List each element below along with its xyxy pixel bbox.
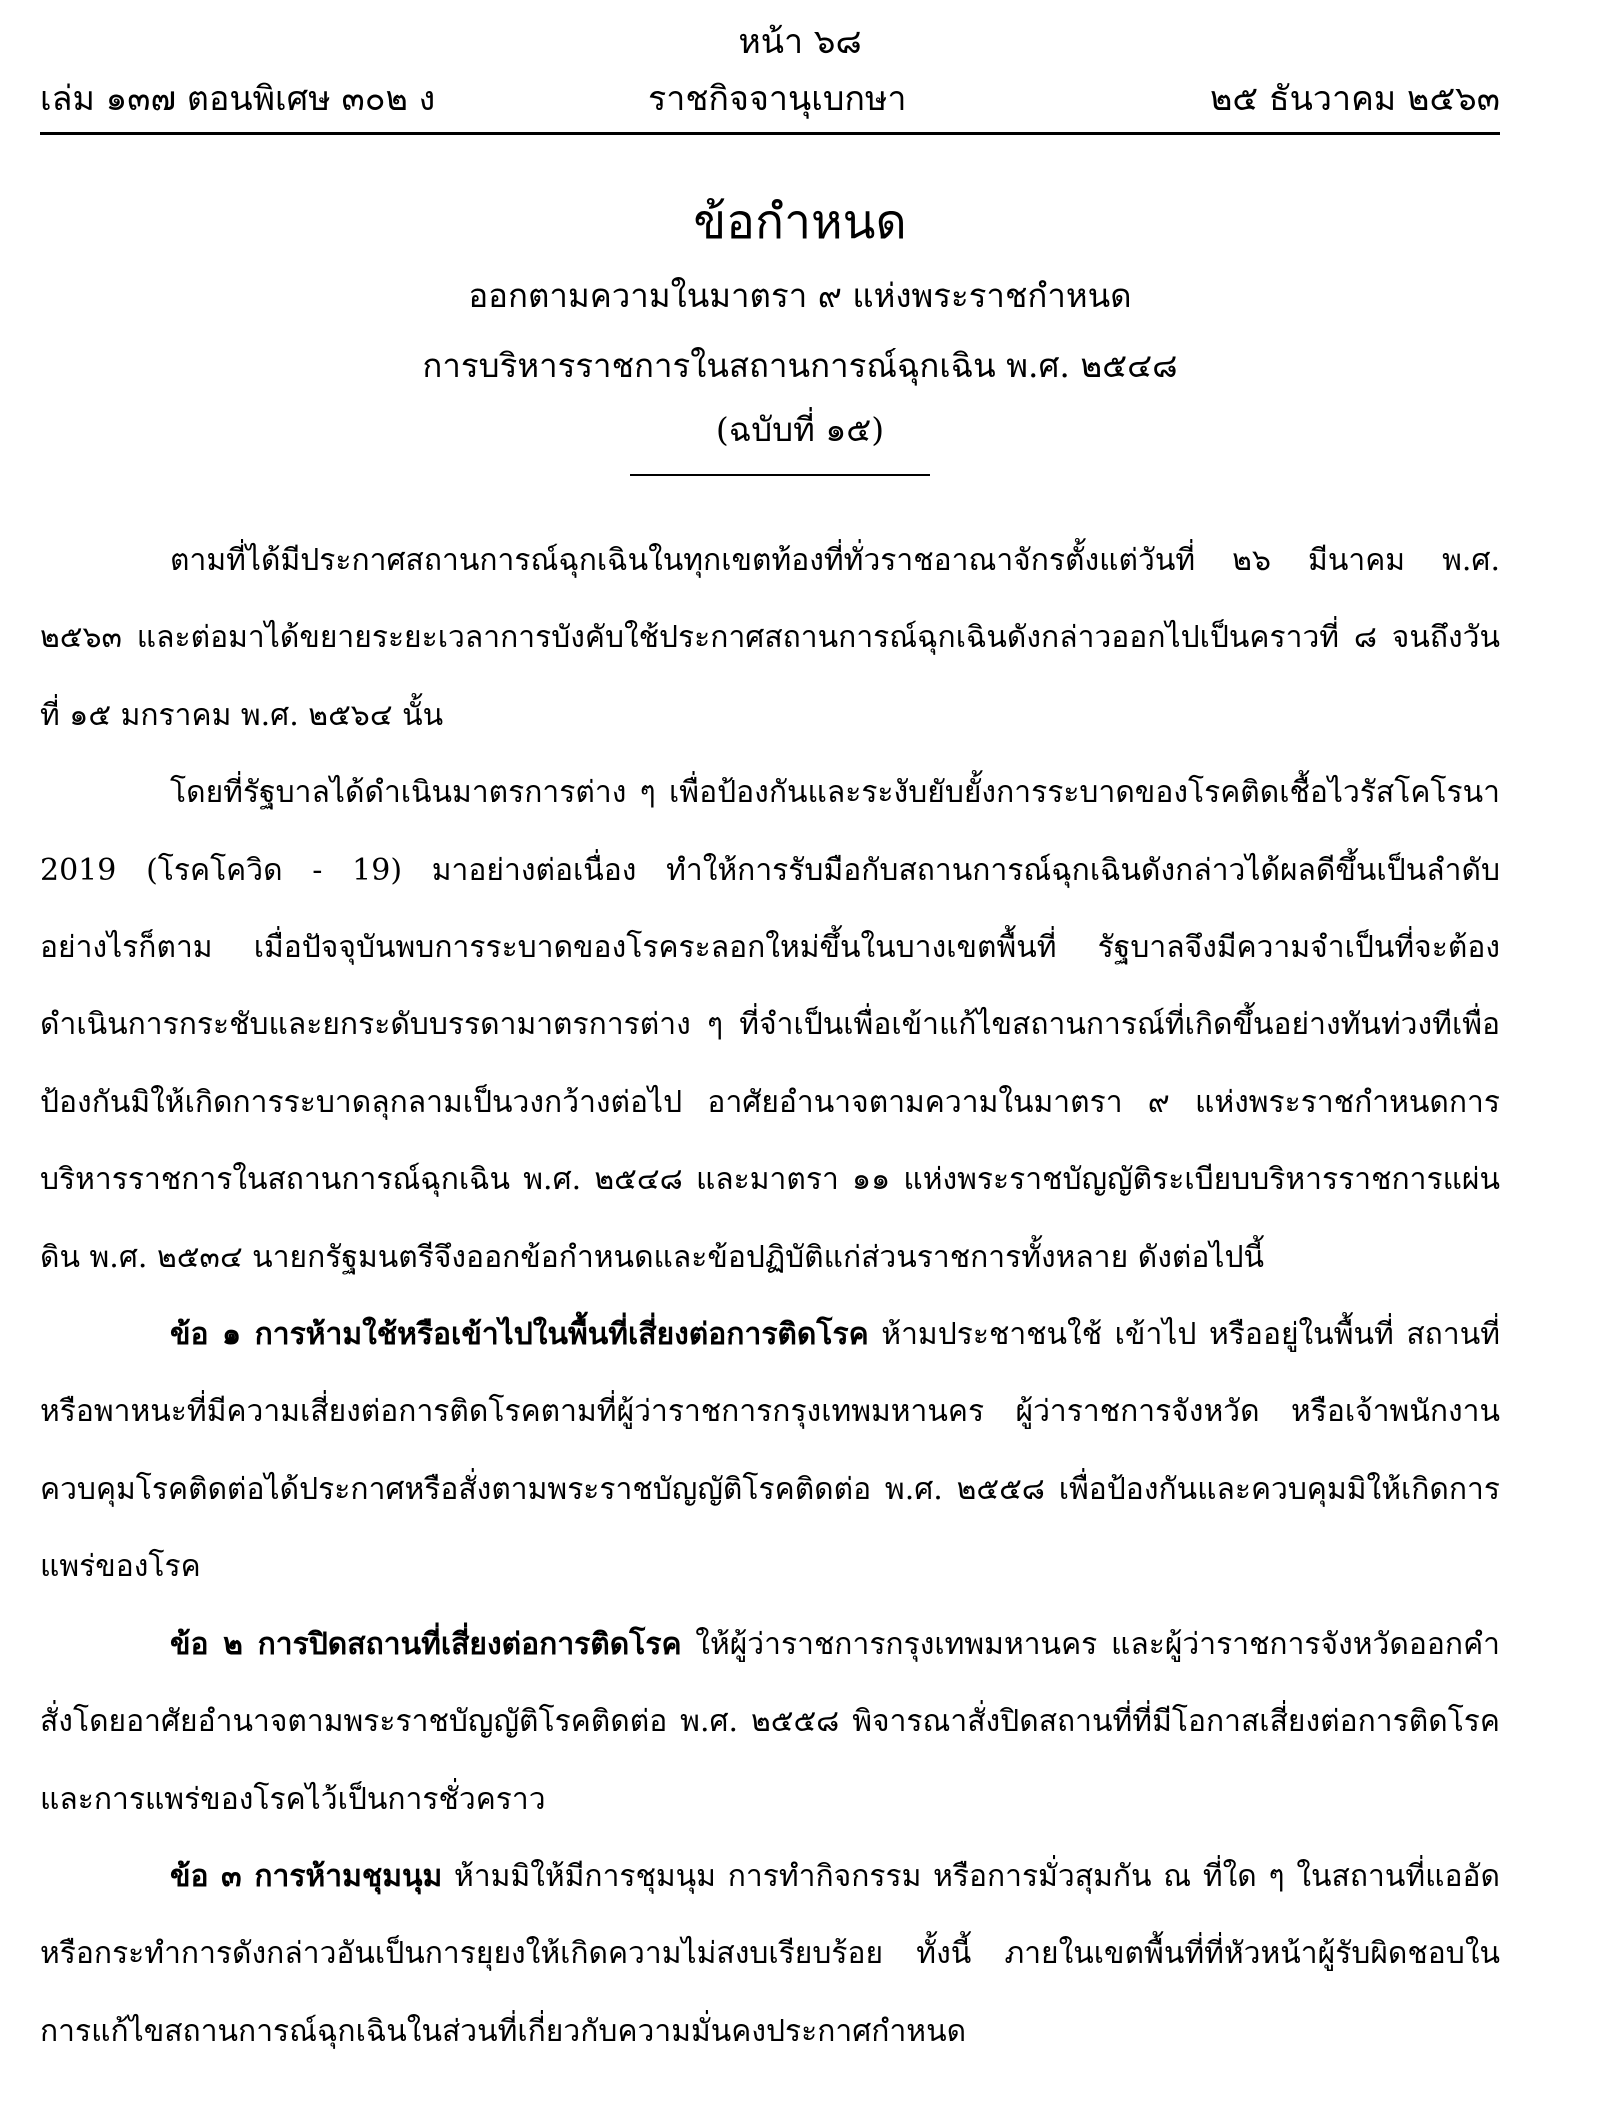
subtitle-edition: (ฉบับที่ ๑๕) [715,410,885,449]
header-rule [40,132,1500,135]
volume-issue: เล่ม ๑๓๗ ตอนพิเศษ ๓๐๒ ง [40,79,436,119]
clause-1-text: ห้ามประชาชนใช้ เข้าไป หรืออยู่ในพื้นที่ สถานที่ หรือพาหนะที่มีความเสี่ยงต่อการติดโรคตามที่ผู้ว่าราชการกรุงเทพมหานคร ผู้ว่าราชการจังหวัด หรือเจ้าพนักงานควบคุมโรคติดต่อได้ประกาศหรือสั่งตามพระราชบัญญัติโรคติดต่อ พ.ศ. ๒๕๕๘ เพื่อป้องกันและควบคุมมิให้เกิดการแพร่ของโรค [40,1317,1500,1585]
clause-1 [40,1296,1500,1606]
subtitle-line-2: การบริหารราชการในสถานการณ์ฉุกเฉิน พ.ศ. ๒๕๔๘ [422,346,1178,385]
title-divider [630,474,930,476]
document-body [40,522,1500,2070]
gazette-name: ราชกิจจานุเบกษา [648,79,907,119]
clause-3-text: ห้ามมิให้มีการชุมนุม การทำกิจกรรม หรือการมั่วสุมกัน ณ ที่ใด ๆ ในสถานที่แออัดหรือกระทำการดังกล่าวอันเป็นการยุยงให้เกิดความไม่สงบเรียบร้อย ทั้งนี้ ภายในเขตพื้นที่ที่หัวหน้าผู้รับผิดชอบในการแก้ไขสถานการณ์ฉุกเฉินในส่วนที่เกี่ยวกับความมั่นคงประกาศกำหนด [40,1858,1500,2049]
gazette-header [40,74,1500,124]
clause-2 [40,1606,1500,1838]
paragraph-preamble: ตามที่ได้มีประกาศสถานการณ์ฉุกเฉินในทุกเขตท้องที่ทั่วราชอาณาจักรตั้งแต่วันที่ ๒๖ มีนาคม พ.ศ. ๒๕๖๓ และต่อมาได้ขยายระยะเวลาการบังคับใช้ประกาศสถานการณ์ฉุกเฉินดังกล่าวออกไปเป็นคราวที่ ๘ จนถึงวันที่ ๑๕ มกราคม พ.ศ. ๒๕๖๔ นั้น [40,543,1500,733]
document-title: ข้อกำหนด [693,194,907,250]
clause-2-heading: ข้อ ๒ การปิดสถานที่เสี่ยงต่อการติดโรค [170,1626,682,1662]
subtitle-line-1: ออกตามความในมาตรา ๙ แห่งพระราชกำหนด [468,276,1132,315]
clause-3 [40,1838,1500,2070]
clause-3-heading: ข้อ ๓ การห้ามชุมนุม [170,1858,443,1894]
clause-2-text: ให้ผู้ว่าราชการกรุงเทพมหานคร และผู้ว่าราชการจังหวัดออกคำสั่งโดยอาศัยอำนาจตามพระราชบัญญัติโรคติดต่อ พ.ศ. ๒๕๕๘ พิจารณาสั่งปิดสถานที่ที่มีโอกาสเสี่ยงต่อการติดโรคและการแพร่ของโรคไว้เป็นการชั่วคราว [40,1626,1500,1817]
page-number: หน้า ๖๘ [738,22,862,62]
paragraph-reasons: โดยที่รัฐบาลได้ดำเนินมาตรการต่าง ๆ เพื่อป้องกันและระงับยับยั้งการระบาดของโรคติดเชื้อไวรัสโคโรนา 2019 (โรคโควิด - 19) มาอย่างต่อเนื่อง ทำให้การรับมือกับสถานการณ์ฉุกเฉินดังกล่าวได้ผลดีขึ้นเป็นลำดับ อย่างไรก็ตาม เมื่อปัจจุบันพบการระบาดของโรคระลอกใหม่ขึ้นในบางเขตพื้นที่ รัฐบาลจึงมีความจำเป็นที่จะต้องดำเนินการกระชับและยกระดับบรรดามาตรการต่าง ๆ ที่จำเป็นเพื่อเข้าแก้ไขสถานการณ์ที่เกิดขึ้นอย่างทันท่วงทีเพื่อป้องกันมิให้เกิดการระบาดลุกลามเป็นวงกว้างต่อไป อาศัยอำนาจตามความในมาตรา ๙ แห่งพระราชกำหนดการบริหารราชการในสถานการณ์ฉุกเฉิน พ.ศ. ๒๕๔๘ และมาตรา ๑๑ แห่งพระราชบัญญัติระเบียบบริหารราชการแผ่นดิน พ.ศ. ๒๕๓๔ นายกรัฐมนตรีจึงออกข้อกำหนดและข้อปฏิบัติแก่ส่วนราชการทั้งหลาย ดังต่อไปนี้ [40,775,1500,1275]
clause-1-heading: ข้อ ๑ การห้ามใช้หรือเข้าไปในพื้นที่เสี่ยงต่อการติดโรค [170,1317,869,1353]
issue-date: ๒๕ ธันวาคม ๒๕๖๓ [1209,79,1500,119]
